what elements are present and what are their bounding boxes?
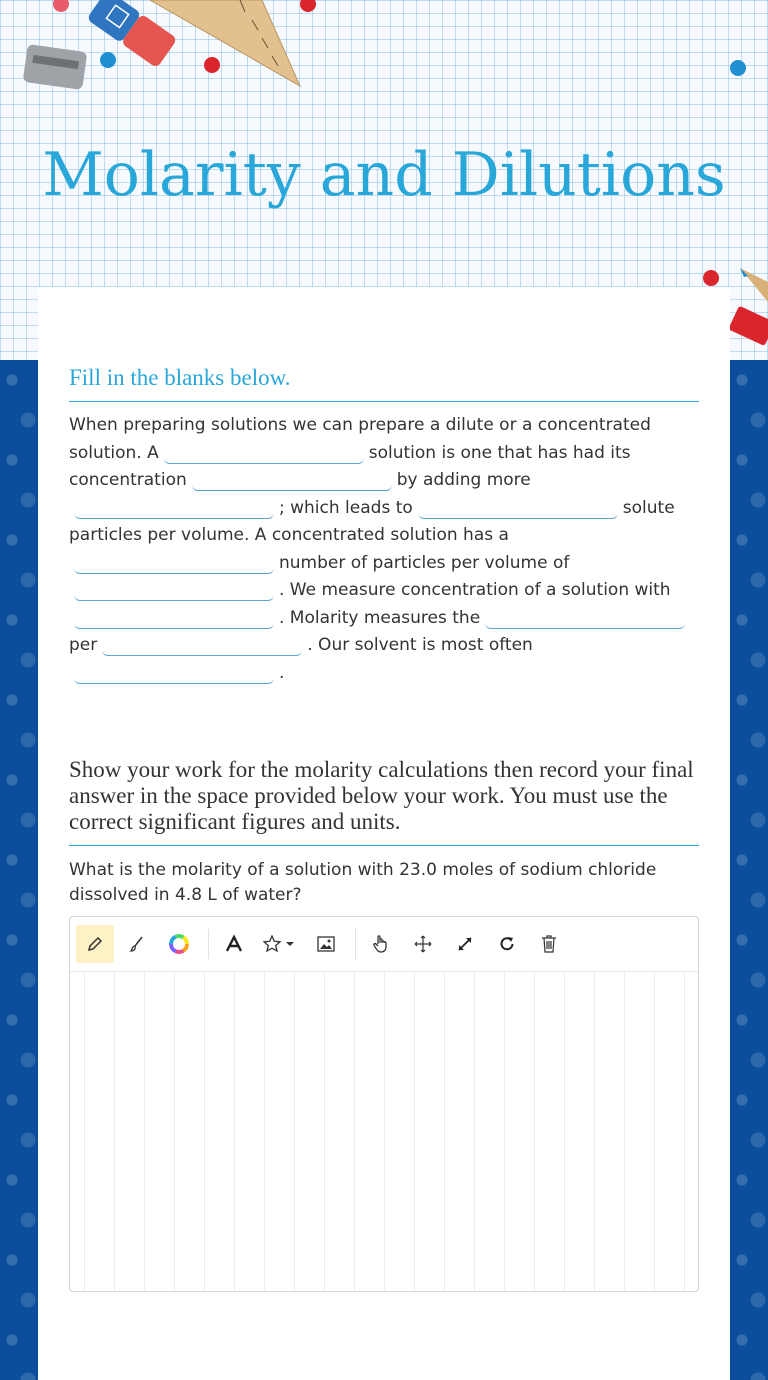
delete-tool-button[interactable] [530, 925, 568, 963]
paragraph-text: . Molarity measures the [279, 607, 481, 628]
drawing-canvas[interactable] [70, 972, 698, 1291]
blank-input-5[interactable] [74, 555, 274, 574]
paragraph-text: by adding more [396, 470, 531, 490]
hand-tool-button[interactable] [362, 925, 400, 963]
work-section [69, 757, 699, 908]
blank-input-4[interactable] [418, 500, 618, 519]
right-pattern-border [730, 360, 768, 1380]
brush-icon [128, 935, 146, 953]
image-tool-button[interactable] [307, 925, 345, 963]
expand-icon [456, 935, 474, 953]
paragraph-text: number of particles per volume of [279, 552, 570, 573]
blank-input-9[interactable] [102, 637, 302, 656]
blank-input-6[interactable] [74, 582, 274, 601]
paragraph-text: . Our solvent is most often [307, 635, 533, 655]
blue-dot-icon [100, 52, 116, 68]
text-tool-button[interactable] [215, 925, 253, 963]
drawing-canvas-box [69, 916, 699, 1292]
trash-icon [540, 934, 558, 954]
move-icon [413, 934, 433, 954]
fill-in-paragraph [69, 412, 699, 687]
move-tool-button[interactable] [404, 925, 442, 963]
expand-tool-button[interactable] [446, 925, 484, 963]
color-wheel-icon [169, 934, 189, 954]
sharpener-icon [23, 44, 88, 90]
image-icon [316, 935, 336, 953]
section-heading: Show your work for the molarity calculations then record your final answer in the space provided below your work. You must use the correct significant figures and units. [69, 757, 699, 846]
blank-input-3[interactable] [74, 500, 274, 519]
blue-dot-icon [730, 60, 746, 76]
left-pattern-border [0, 360, 38, 1380]
blank-input-1[interactable] [164, 445, 364, 464]
paragraph-text: solute particles per volume. A concentrated solution has a [69, 497, 675, 545]
pencil-icon [86, 935, 104, 953]
redo-icon [498, 935, 516, 953]
paragraph-text: ; which leads to [279, 497, 413, 518]
section-heading: Fill in the blanks below. [69, 365, 699, 402]
paragraph-text: . [279, 662, 285, 683]
paragraph-text: per [69, 635, 98, 655]
eraser-icon [86, 0, 177, 68]
text-icon [224, 934, 244, 954]
pencil-tool-button[interactable] [76, 925, 114, 963]
blank-input-8[interactable] [485, 610, 685, 629]
blank-input-2[interactable] [192, 472, 392, 491]
paragraph-text: . We measure concentration of a solution with [279, 580, 671, 600]
star-dropdown-icon [263, 935, 297, 953]
hand-icon [372, 934, 390, 954]
color-picker-button[interactable] [160, 925, 198, 963]
redo-tool-button[interactable] [488, 925, 526, 963]
red-dot-icon [53, 0, 69, 12]
fill-in-blanks-section [69, 365, 699, 687]
red-dot-icon [204, 57, 220, 73]
worksheet-card [38, 287, 730, 1380]
brush-tool-button[interactable] [118, 925, 156, 963]
red-dot-icon [703, 270, 719, 286]
paragraph-text: When preparing solutions we can prepare a dilute or a concentrated solution. A [69, 415, 651, 463]
shapes-dropdown-button[interactable] [257, 925, 303, 963]
blank-input-10[interactable] [74, 665, 274, 684]
blank-input-7[interactable] [74, 610, 274, 629]
red-dot-icon [300, 0, 316, 12]
question-text: What is the molarity of a solution with 23.0 moles of sodium chloride dissolved in 4.8 L of water? [69, 860, 657, 905]
toolbar-separator [208, 929, 209, 959]
drawing-toolbar [70, 917, 698, 972]
page-title: Molarity and Dilutions [42, 140, 726, 210]
paragraph-text: solution is one that has had its concentration [69, 442, 631, 490]
toolbar-separator [355, 929, 356, 959]
pencil-decoration-icon [728, 268, 768, 346]
